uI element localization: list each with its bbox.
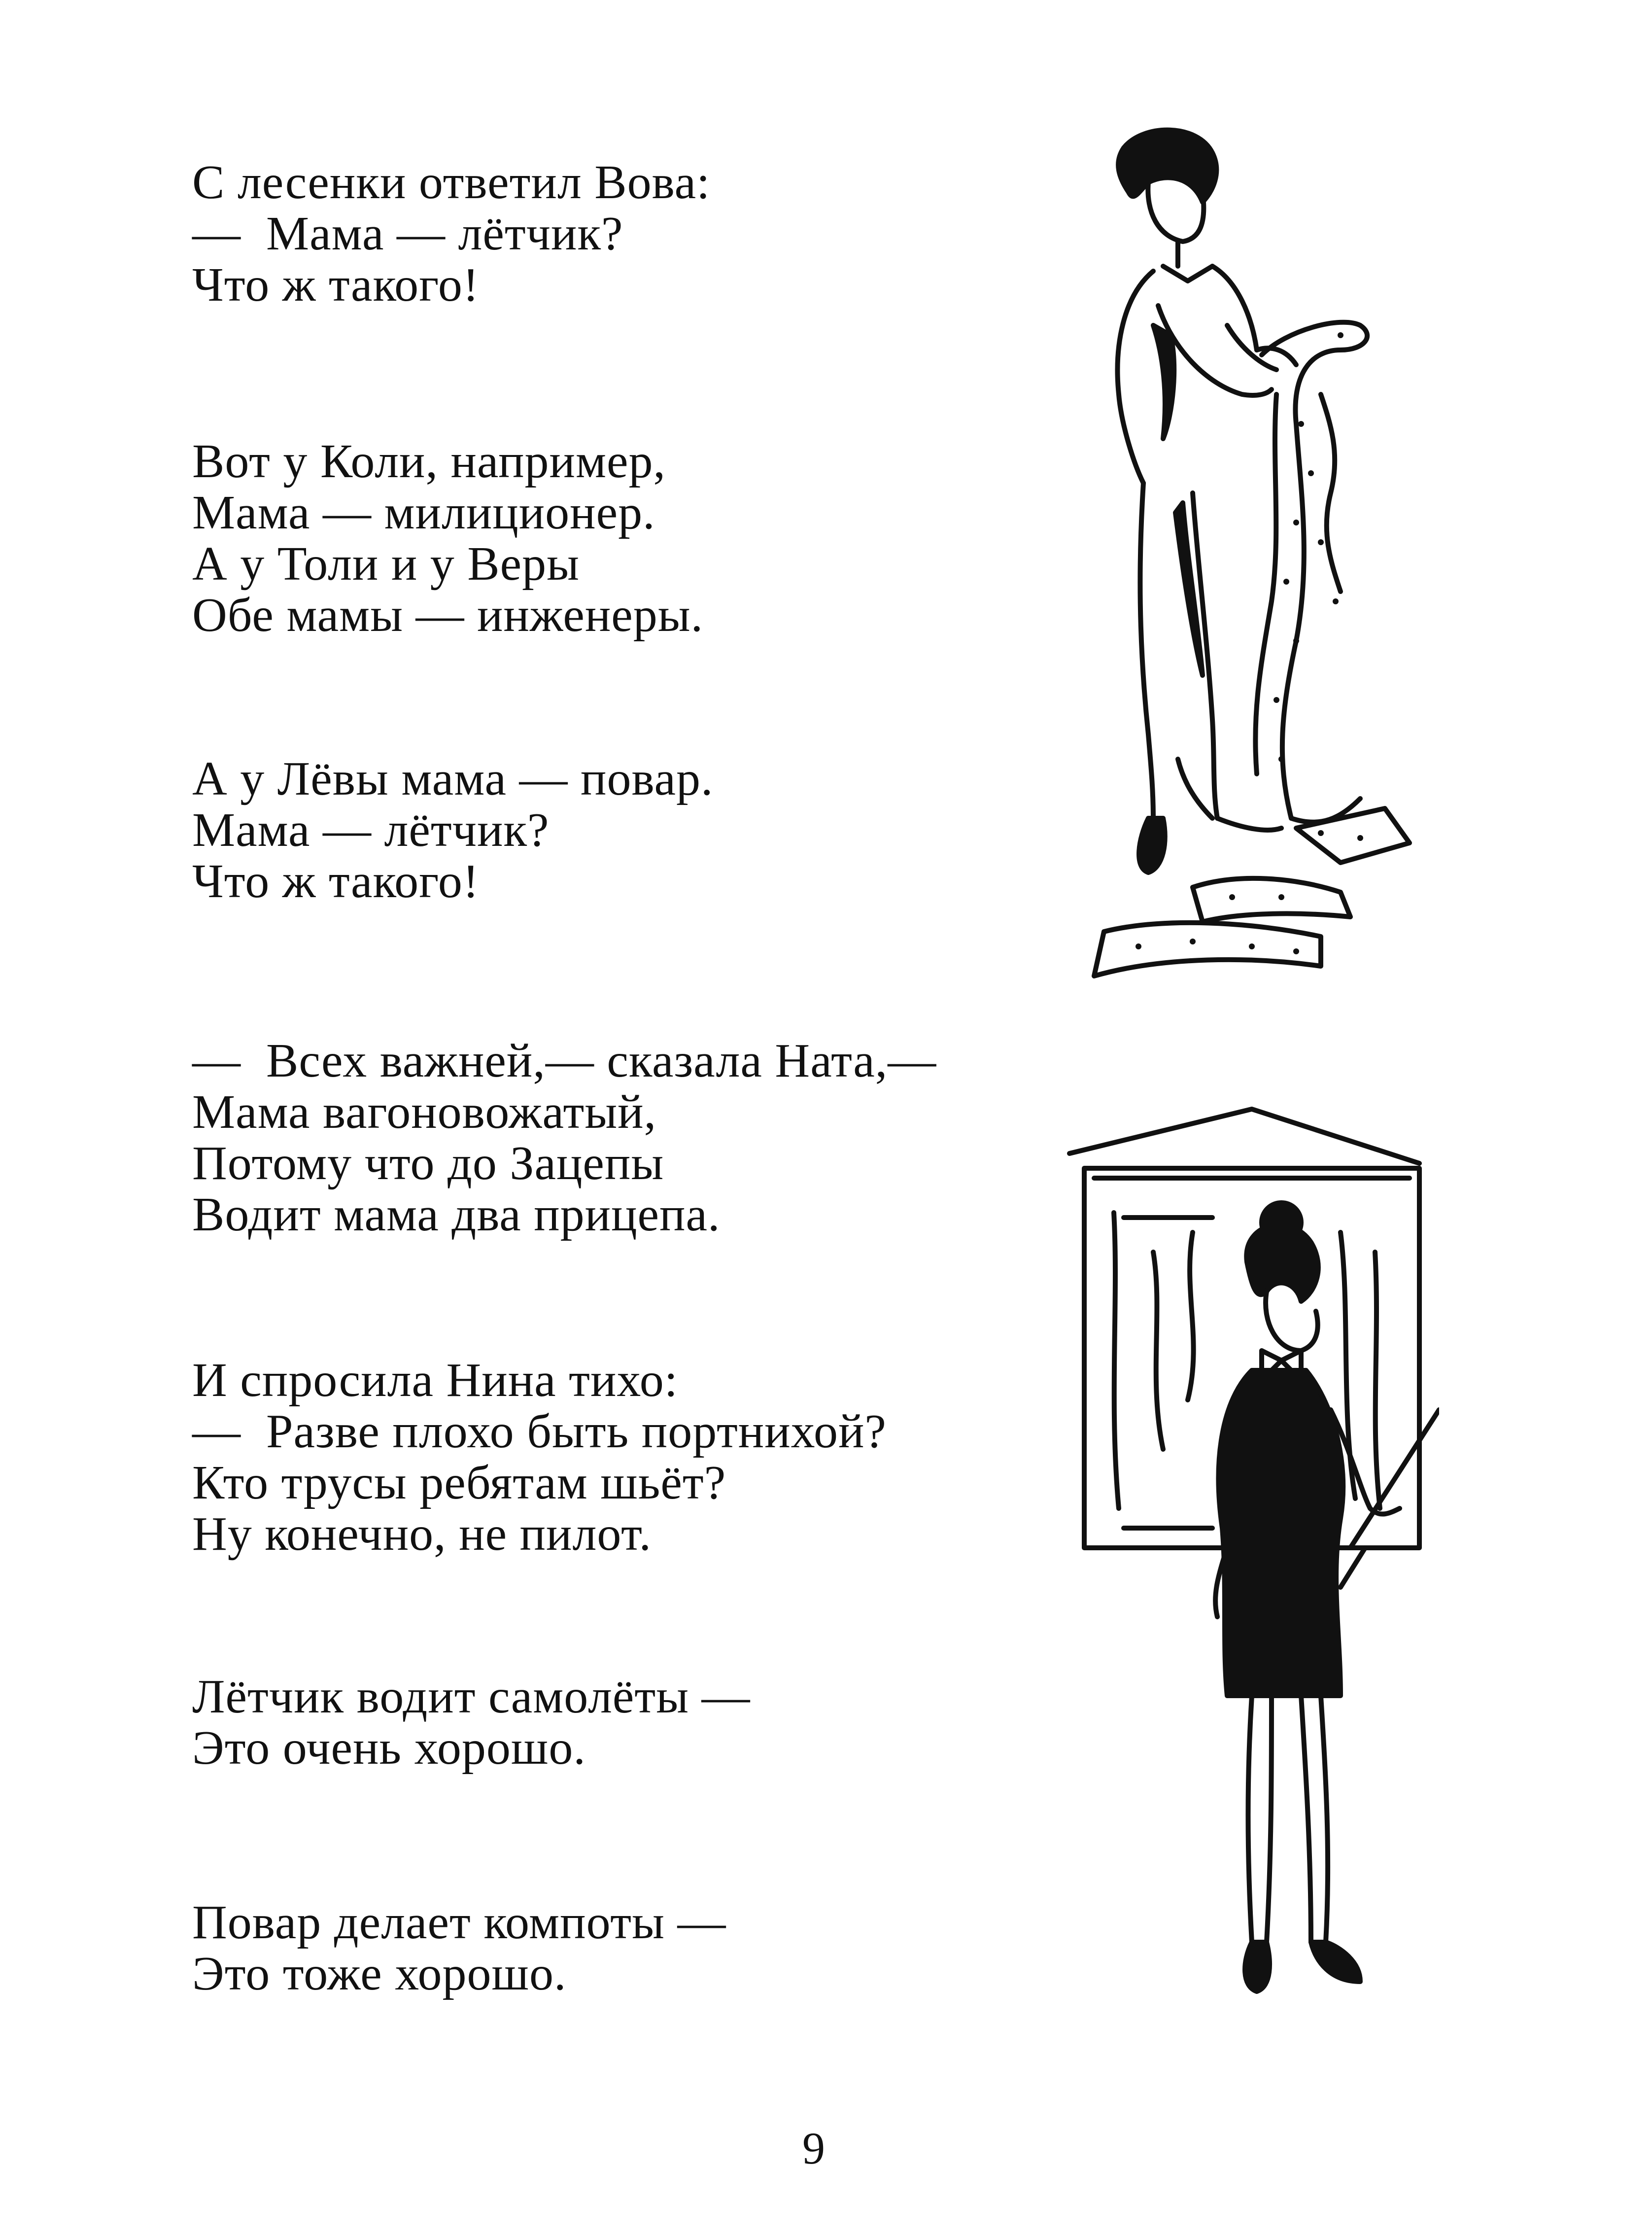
- stanza-3: [192, 753, 713, 907]
- poem-line: Кто трусы ребятам шьёт?: [192, 1456, 726, 1509]
- poem-line: Мама — милиционер.: [192, 486, 655, 539]
- poem-line: — Разве плохо быть портнихой?: [192, 1405, 887, 1458]
- stanza-2: [192, 436, 703, 641]
- poem-line: Потому что до Зацепы: [192, 1137, 664, 1190]
- poem-line: А у Толи и у Веры: [192, 537, 580, 591]
- poem-line: И спросила Нина тихо:: [192, 1354, 678, 1407]
- stanza-7: [192, 1897, 726, 1999]
- stanza-4: [192, 1035, 936, 1240]
- poem-line: Мама — лётчик?: [192, 803, 550, 857]
- poem-line: А у Лёвы мама — повар.: [192, 752, 714, 805]
- poem-line: Водит мама два прицепа.: [192, 1188, 721, 1241]
- poem-line: С лесенки ответил Вова:: [192, 156, 711, 209]
- seamstress-woman-illustration: [1065, 118, 1419, 996]
- page-number: 9: [802, 2123, 825, 2173]
- stanza-1: [192, 157, 710, 311]
- teacher-woman-with-pointer-illustration: [1065, 1104, 1439, 2011]
- poem-line: Ну конечно, не пилот.: [192, 1507, 652, 1561]
- poem-line: — Мама — лётчик?: [192, 207, 623, 260]
- poem-line: Обе мамы — инженеры.: [192, 589, 704, 642]
- poem-line: Лётчик водит самолёты —: [192, 1670, 751, 1723]
- poem-line: — Всех важней,— сказала Ната,—: [192, 1034, 937, 1087]
- poem-line: Это очень хорошо.: [192, 1721, 586, 1775]
- poem-line: Мама вагоновожатый,: [192, 1085, 657, 1139]
- poem-line: Что ж такого!: [192, 855, 480, 908]
- stanza-5: [192, 1355, 887, 1560]
- poem-line: Это тоже хорошо.: [192, 1947, 567, 2000]
- poem-line: Вот у Коли, например,: [192, 435, 666, 488]
- poem-line: Повар делает компоты —: [192, 1896, 726, 1949]
- stanza-6: [192, 1671, 751, 1774]
- poem-line: Что ж такого!: [192, 258, 480, 312]
